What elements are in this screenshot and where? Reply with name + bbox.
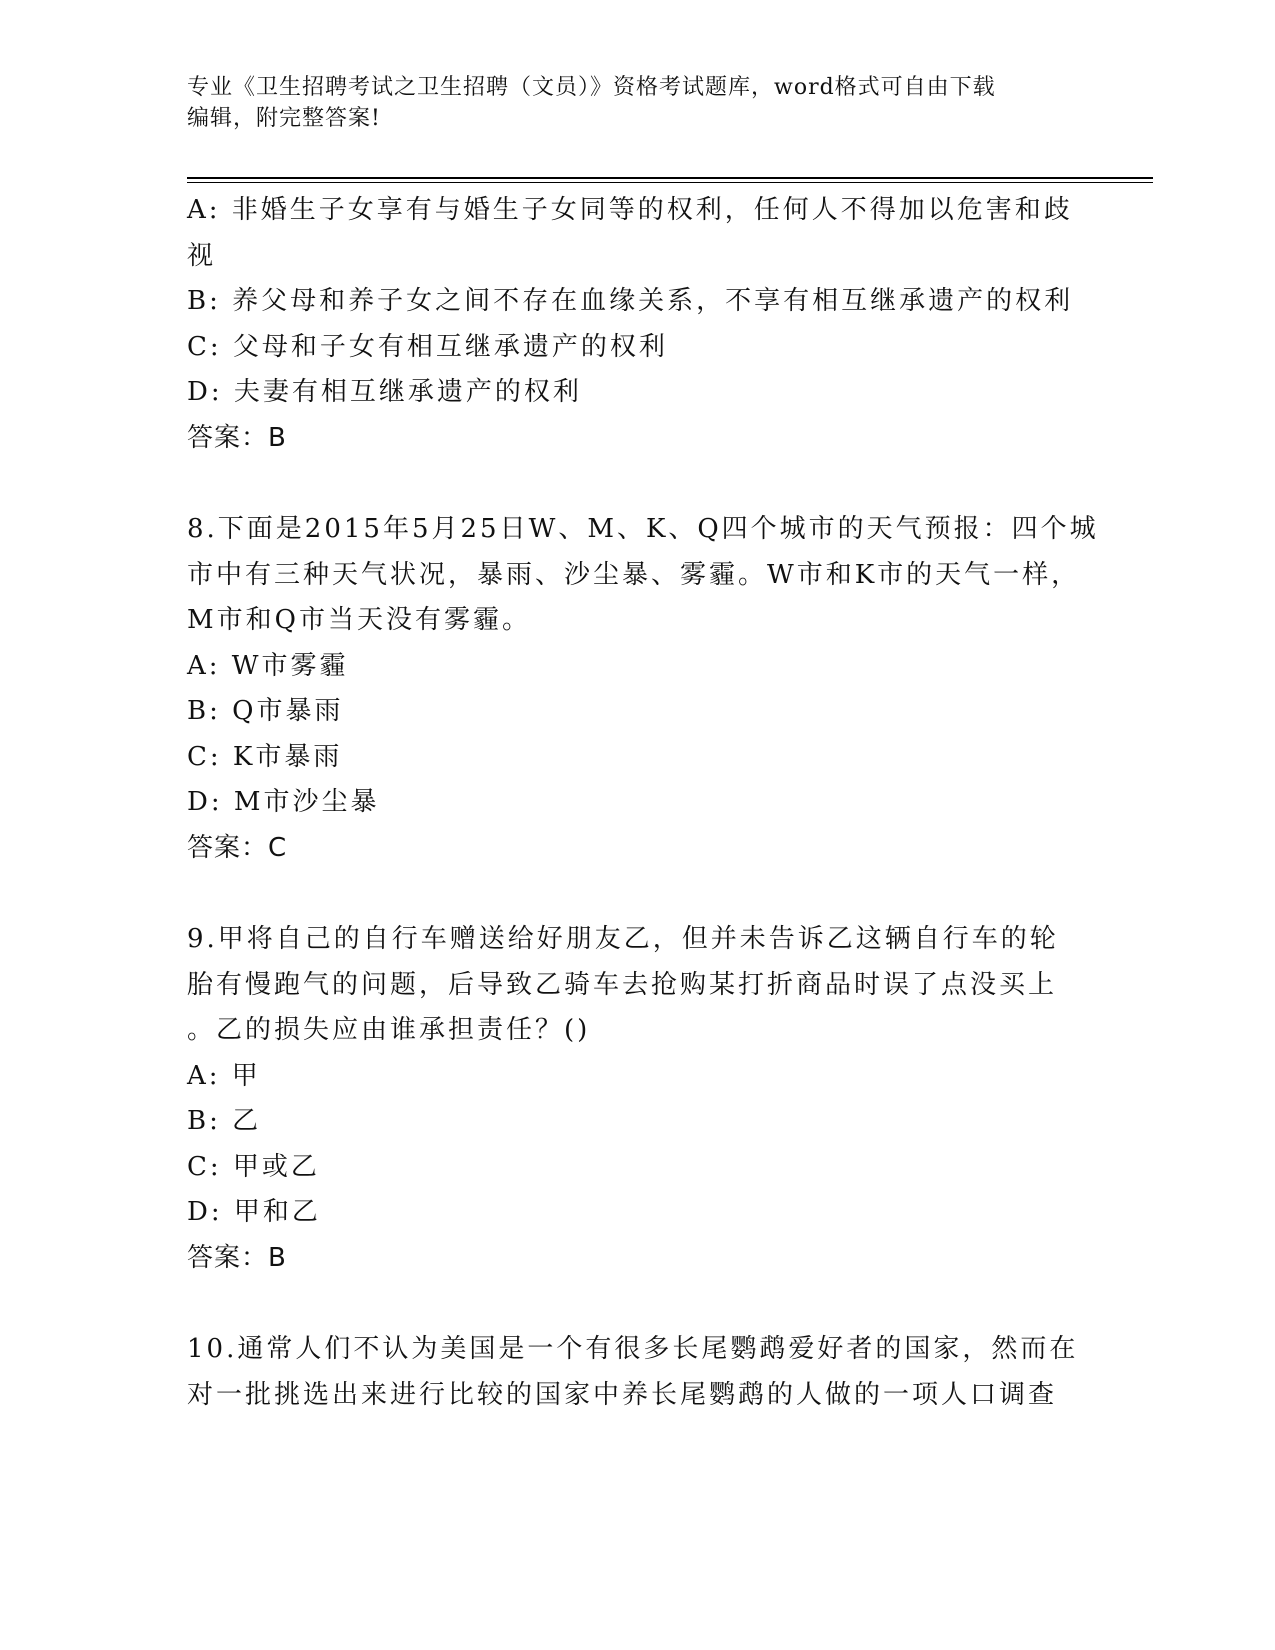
option-c: C: 甲或乙 — [187, 1151, 320, 1182]
question-7 — [187, 188, 1087, 461]
option-b: B: Q市暴雨 — [187, 696, 344, 726]
question-stem: 市中有三种天气状况，暴雨、沙尘暴、雾霾。W市和K市的天气一样， — [187, 559, 1081, 590]
question-stem: M市和Q市当天没有雾霾。 — [187, 605, 531, 635]
option-a: A: W市雾霾 — [187, 650, 349, 681]
option-c: C: 父母和子女有相互继承遗产的权利 — [187, 331, 668, 362]
header-line-2: 编辑，附完整答案! — [187, 106, 381, 131]
question-stem: 10.通常人们不认为美国是一个有很多长尾鹦鹉爱好者的国家，然而在 — [187, 1334, 1079, 1364]
option-b: B: 养父母和养子女之间不存在血缘关系，不享有相互继承遗产的权利 — [187, 286, 1074, 316]
spacer — [187, 871, 1087, 917]
question-stem: 胎有慢跑气的问题，后导致乙骑车去抢购某打折商品时误了点没买上 — [187, 969, 1058, 1000]
question-9 — [187, 917, 1087, 1281]
question-content — [187, 188, 1099, 1418]
question-stem: 8.下面是2015年5月25日W、M、K、Q四个城市的天气预报：四个城 — [187, 514, 1099, 544]
header-line-1: 专业《卫生招聘考试之卫生招聘（文员）》资格考试题库，word格式可自由下载 — [187, 75, 996, 100]
spacer — [187, 461, 1087, 507]
answer: 答案：B — [187, 1242, 287, 1273]
question-stem: 对一批挑选出来进行比较的国家中养长尾鹦鹉的人做的一项人口调查 — [187, 1379, 1058, 1410]
header-divider-thin — [187, 182, 1153, 183]
question-10 — [187, 1327, 1087, 1418]
spacer — [187, 1281, 1087, 1327]
option-b: B: 乙 — [187, 1106, 262, 1136]
option-d: D: 夫妻有相互继承遗产的权利 — [187, 377, 582, 407]
option-d: D: M市沙尘暴 — [187, 787, 380, 817]
option-a: A: 甲 — [187, 1060, 261, 1091]
question-stem: 。乙的损失应由谁承担责任？() — [187, 1015, 591, 1045]
answer: 答案：B — [187, 422, 287, 453]
question-stem: 9.甲将自己的自行车赠送给好朋友乙，但并未告诉乙这辆自行车的轮 — [187, 924, 1059, 954]
option-c: C: K市暴雨 — [187, 741, 343, 772]
option-d: D: 甲和乙 — [187, 1197, 321, 1227]
document-header — [187, 72, 1067, 134]
option-a-continued: 视 — [187, 240, 217, 271]
header-divider-thick — [187, 177, 1153, 179]
option-a: A: 非婚生子女享有与婚生子女同等的权利，任何人不得加以危害和歧 — [187, 195, 1073, 225]
question-8 — [187, 507, 1099, 871]
answer: 答案：C — [187, 832, 288, 863]
